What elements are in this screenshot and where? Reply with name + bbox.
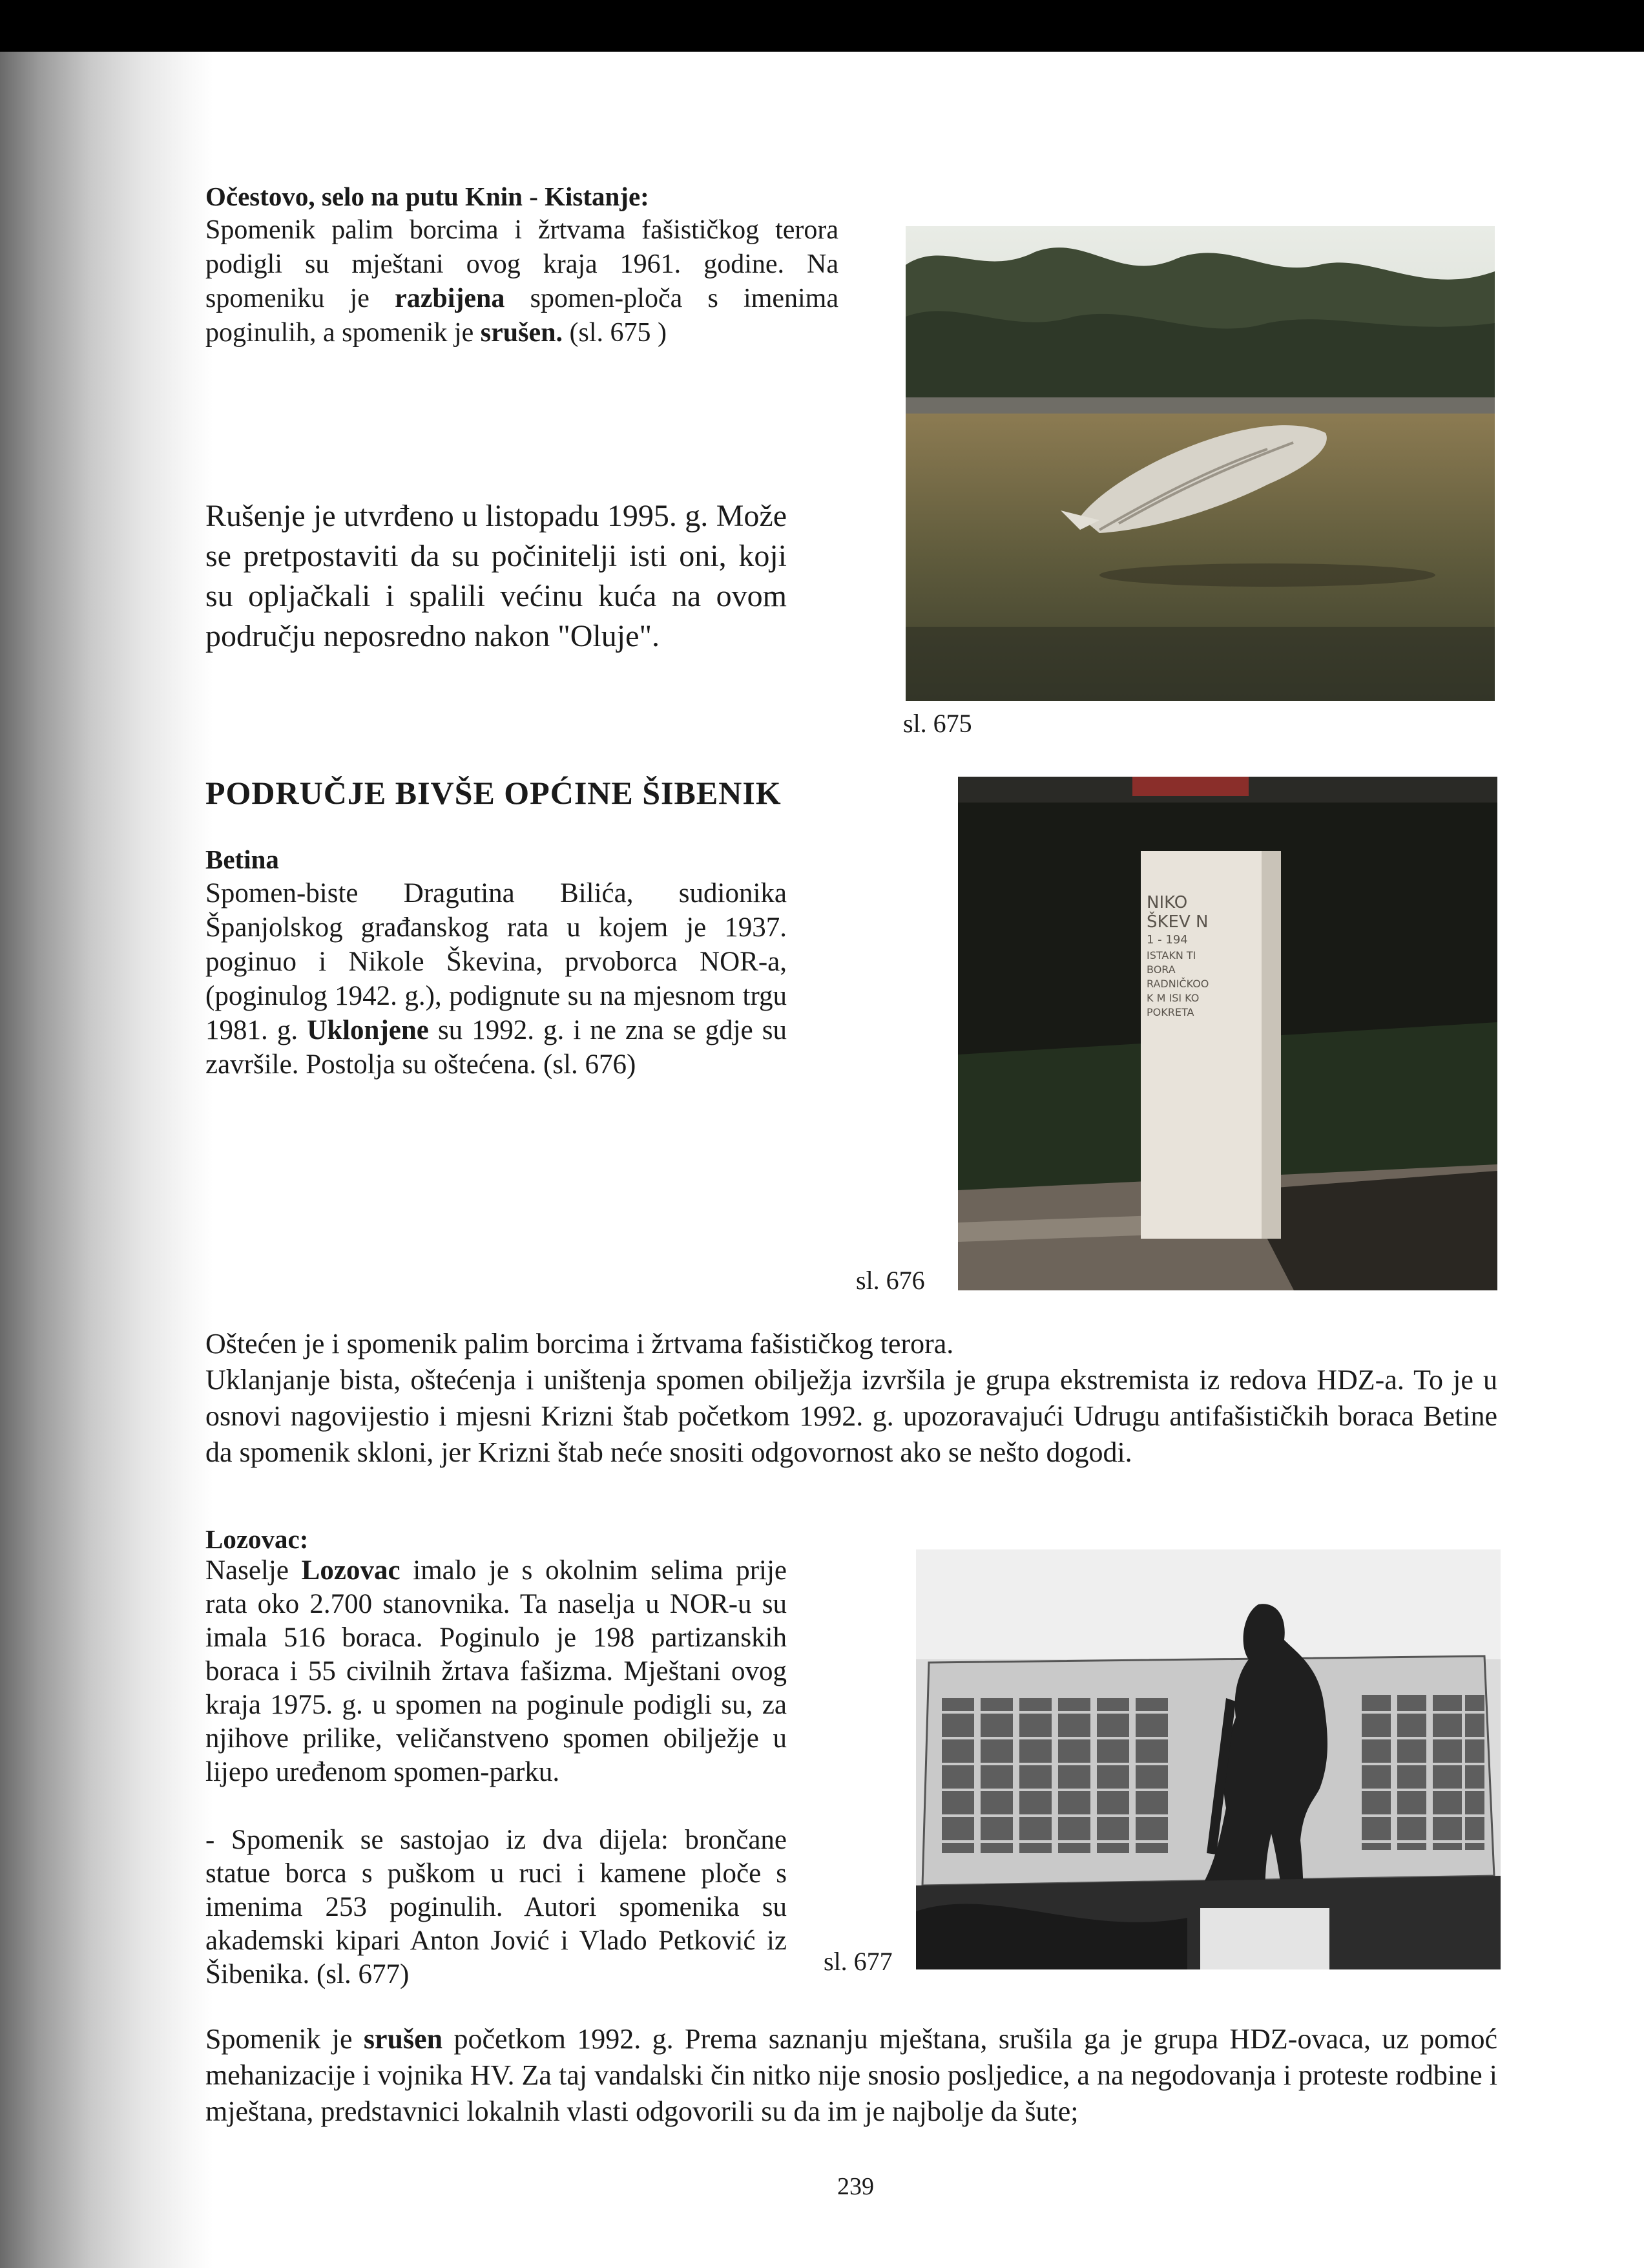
inscription-line: POKRETA	[1147, 1006, 1194, 1018]
bust-pedestal-photo	[958, 777, 1497, 1290]
text-run: spomen-ploča s imenima poginulih, a spomenik je	[205, 284, 838, 348]
text-run: Spomenik je	[205, 2023, 364, 2055]
text-run: su 1992. g. i ne zna se gdje su završile. Postolja su oštećena. (sl. 676)	[205, 1015, 787, 1080]
text-run: Spomenik palim borcima i žrtvama fašističkog terora podigli su mještani ovog kraja 1961. godine. Na spomeniku je	[205, 215, 838, 313]
text-run: početkom 1992. g. Prema saznanju mještana, srušila ga je grupa HDZ-ovaca, uz pomoć mehanizacije i vojnika HV. Za taj vandalski čin nitko nije snosio posljedice, a na negodovanja i proteste rodbine i mještana, predstavnici lokalnih vlasti odgovorili su da im je najbolje da šute;	[205, 2023, 1497, 2127]
scan-top-border	[0, 0, 1644, 52]
book-spine-shadow	[0, 52, 213, 2268]
paragraph-betina-3: Uklanjanje bista, oštećenja i uništenja spomen obilježja izvršila je grupa ekstremista iz redova HDZ-a. To je u osnovi nagovijestio i mjesni Krizni štab početkom 1992. g. upozoravajući Udrugu antifašističkih boraca Betine da spomenik skloni, jer Krizni štab neće snositi odgovornost ako se nešto dogodi.	[205, 1364, 1497, 1468]
bold-run: srušen	[363, 2023, 443, 2055]
inscription-line: K M ISI KO	[1147, 992, 1200, 1004]
paragraph-lozovac-3	[205, 2021, 1497, 2130]
bold-run: Lozovac	[301, 1555, 401, 1586]
page-number: 239	[837, 2173, 874, 2200]
memorial-wall-statue-photo	[916, 1549, 1501, 1969]
section-heading-ocestovo: Očestovo, selo na putu Knin - Kistanje:	[205, 182, 649, 211]
section-heading-lozovac: Lozovac:	[205, 1524, 309, 1554]
region-heading: PODRUČJE BIVŠE OPĆINE ŠIBENIK	[205, 775, 782, 811]
inscription-line: ISTAKN TI	[1147, 949, 1196, 961]
inscription-line: NIKO	[1147, 893, 1188, 912]
caption-sl-676: sl. 676	[856, 1266, 925, 1295]
paragraph-ocestovo-2: Rušenje je utvrđeno u listopadu 1995. g. Može se pretpostaviti da su počinitelji isti oni, koji su opljačkali i spalili većinu kuća na ovom području neposredno nakon "Oluje".	[205, 499, 787, 653]
pedestal-inscription	[1147, 893, 1269, 1020]
photo-sl-675	[906, 226, 1495, 701]
text-run: Spomen-biste Dragutina Bilića, sudionika Španjolskog građanskog rata u kojem je 1937. poginuo i Nikole Škevina, prvoborca NOR-a, (poginulog 1942. g.), podignute su na mjesnom trgu 1981. g.	[205, 878, 787, 1045]
inscription-line: RADNIČKOO	[1147, 978, 1209, 990]
bold-run: Uklonjene	[307, 1015, 429, 1045]
text-run: (sl. 675 )	[563, 318, 667, 348]
photo-sl-677	[916, 1549, 1501, 1969]
text-run: Naselje	[205, 1555, 302, 1586]
toppled-monument-photo	[906, 226, 1495, 701]
inscription-line: BORA	[1147, 963, 1176, 976]
inscription-line: ŠKEV N	[1147, 912, 1209, 932]
bold-run: srušen.	[480, 318, 563, 348]
section-heading-betina: Betina	[205, 845, 279, 874]
paragraph-betina-2: Oštećen je i spomenik palim borcima i žrtvama fašističkog terora.	[205, 1328, 954, 1360]
paragraph-lozovac-1	[205, 1554, 787, 1789]
paragraph-betina-1	[205, 876, 787, 1082]
text-run: imalo je s okolnim selima prije rata oko 2.700 stanovnika. Ta naselja u NOR-u su imala 516 boraca. Poginulo je 198 partizanskih boraca i 55 civilnih žrtava fašizma. Mještani ovog kraja 1975. g. u spomen na poginule podigli su, za njihove prilike, veličanstveno spomen obilježje u lijepo uređenom spomen-parku.	[205, 1555, 787, 1787]
paragraph-lozovac-2: - Spomenik se sastojao iz dva dijela: brončane statue borca s puškom u ruci i kamene ploče s imenima 253 poginulih. Autori spomenika su akademski kipari Anton Jović i Vlado Petković iz Šibenika. (sl. 677)	[205, 1825, 787, 1990]
caption-sl-675: sl. 675	[903, 709, 972, 738]
paragraph-ocestovo-1	[205, 213, 838, 350]
caption-sl-677: sl. 677	[824, 1947, 893, 1976]
inscription-line: 1 - 194	[1147, 933, 1188, 947]
photo-sl-676	[958, 777, 1497, 1290]
bold-run: razbijena	[395, 284, 505, 313]
